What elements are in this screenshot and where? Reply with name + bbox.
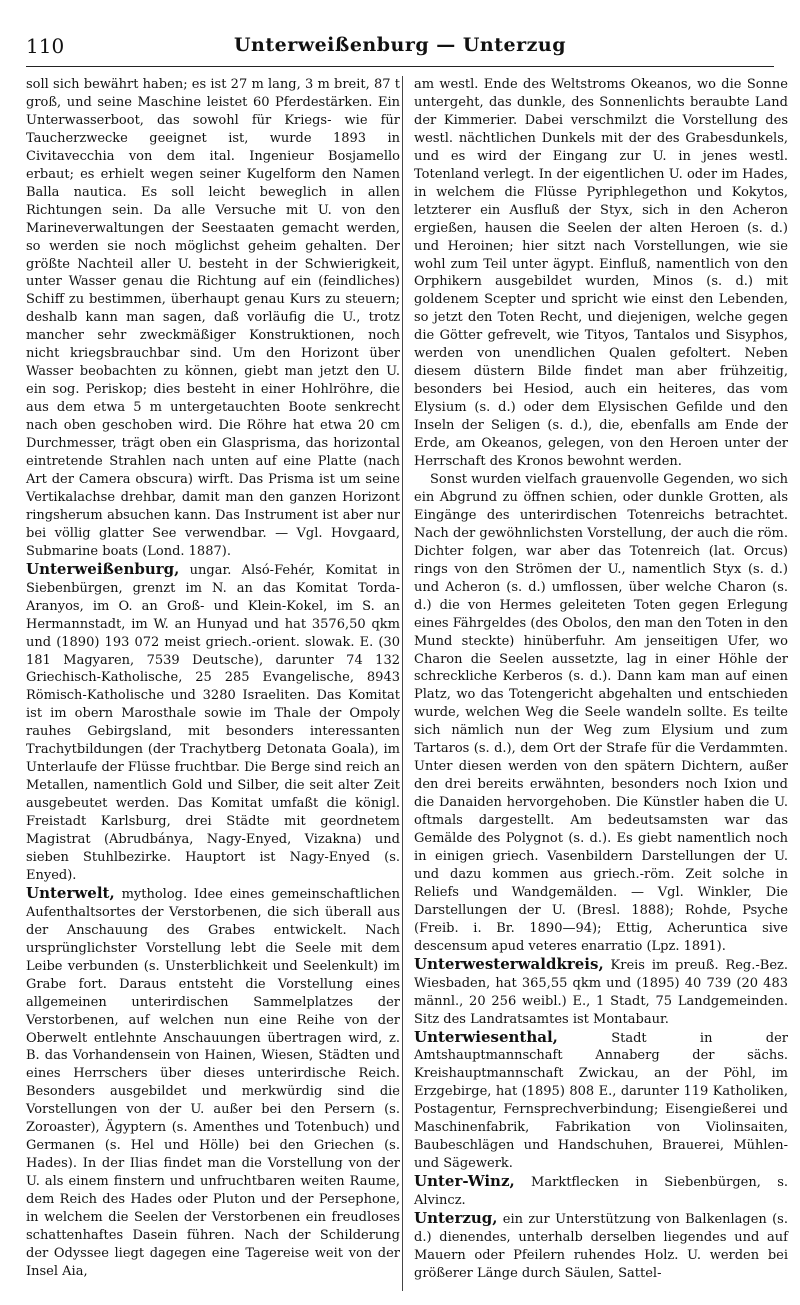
paragraph: Sonst wurden vielfach grauenvolle Gegenden, wo sich ein Abgrund zu öffnen schien, oder dunkle Grotten, als Eingänge des unterirdischen Totenreichs betrachtet. Nach der gewöhnlichsten Vorstellung, der auch die röm. Dichter folgen, war aber das Totenreich (lat. Orcus) rings von den Strömen der U., namentlich Styx (s. d.) und Acheron (s. d.) umflossen, über welche Charon (s. d.) die von Hermes geleiteten Toten gegen Erlegung eines Fährgeldes (des Obolos, den man den Toten in den Mund steckte) hinüberfuhr. Am jenseitigen Ufer, wo Charon die Seelen aussetzte, lag in einer Höhle der schreckliche Kerberos (s. d.). Dann kam man auf einen Platz, wo das Totengericht abgehalten und entschieden wurde, welchen Weg die Seele wandeln sollte. Es teilte sich nämlich nun der Weg zum Elysium und zum Tartaros (s. d.), dem Ort der Strafe für die Verdammten. Unter diesen werden von den spätern Dichtern, außer den drei bereits erwähnten, besonders noch Ixion und die Danaiden hervorgehoben. Die Künstler haben die U. oftmals dargestellt. Am bedeutsamsten war das Gemälde des Polygnot (s. d.). Es giebt namentlich noch in einigen griech. Vasenbildern Darstellungen der U. und dazu kommen aus griech.-röm. Zeit solche in Reliefs und Wandgemälden. — Vgl. Winkler, Die Darstellungen der U. (Bresl. 1888); Rohde, Psyche (Freib. i. Br. 1890—94); Ettig, Acheruntica sive descensum apud veteres enarratio (Lpz. 1891). <box>414 471 788 954</box>
continued-paragraph: am westl. Ende des Weltstroms Okeanos, wo die Sonne untergeht, das dunkle, des Sonnenlichts beraubte Land der Kimmerier. Dabei verschmilzt die Vorstellung des westl. nächtlichen Dunkels mit der des Grabesdunkels, und es wird der Eingang zur U. in jenes westl. Totenland verlegt. In der eigentlichen U. oder im Hades, in welchem die Flüsse Pyriphlegethon und Kokytos, letzterer ein Ausfluß der Styx, sich in den Acheron ergießen, hausen die Seelen der alten Heroen (s. d.) und Heroinen; hier sitzt nach Vorstellungen, wie sie wohl zum Teil unter ägypt. Einfluß, namentlich von den Orphikern ausgebildet wurden, Minos (s. d.) mit goldenem Scepter und spricht wie einst den Lebenden, so jetzt den Toten Recht, und diejenigen, welche gegen die Götter gefrevelt, wie Tityos, Tantalos und Sisyphos, werden von unendlichen Qualen gefoltert. Neben diesem düstern Bilde findet man aber frühzeitig, besonders bei Hesiod, auch ein heiteres, das vom Elysium (s. d.) oder dem Elysischen Gefilde und den Inseln der Seligen (s. d.), die, ebenfalls am Ende der Erde, am Okeanos, gelegen, von den Heroen unter der Herrschaft des Kronos bewohnt werden. <box>414 77 788 470</box>
entry-unterzug <box>414 1210 788 1283</box>
entry-headword: Unterwelt, <box>26 883 115 902</box>
running-head: Unterweißenburg — Unterzug <box>233 34 567 56</box>
entry-body: ein zur Unterstützung von Balkenlagen (s. d.) dienendes, unterhalb derselben liegendes und auf Mauern oder Pfeilern ruhendes Holz. U. werden bei größerer Länge durch Säulen, Sattel- <box>414 1212 788 1281</box>
entry-unterwesterwaldkreis <box>414 956 788 1029</box>
entry-body: ungar. Alsó-Fehér, Komitat in Siebenbürgen, grenzt im N. an das Komitat Torda-Aranyos, im O. an Groß- und Klein-Kokel, im S. an Hermannstadt, im W. an Hunyad und hat 3576,50 qkm und (1890) 193 072 meist griech.-orient. slowak. E. (30 181 Magyaren, 7539 Deutsche), darunter 74 132 Griechisch-Katholische, 25 285 Evangelische, 8943 Römisch-Katholische und 3280 Israeliten. Das Komitat ist im obern Marosthale sowie im Thale der Ompoly rauhes Gebirgsland, mit besonders interessanten Trachytbildungen (der Trachytberg Detonata Goala), im Unterlaufe der Flüsse fruchtbar. Die Berge sind reich an Metallen, namentlich Gold und Silber, die seit alter Zeit ausgebeutet werden. Das Komitat umfaßt die königl. Freistadt Karlsburg, drei Städte mit geordnetem Magistrat (Abrudbánya, Nagy-Enyed, Vizakna) und sieben Stuhlbezirke. Hauptort ist Nagy-Enyed (s. Enyed). <box>26 562 400 883</box>
header-rule <box>26 66 774 67</box>
entry-headword: Unterweißenburg, <box>26 559 180 578</box>
continued-paragraph: soll sich bewährt haben; es ist 27 m lang, 3 m breit, 87 t groß, und seine Maschine leistet 60 Pferdestärken. Ein Unterwasserboot, das sowohl für Kriegs- wie für Taucherzwecke geeignet ist, wurde 1893 in Civitavecchia von dem ital. Ingenieur Bosjamello erbaut; es erhielt wegen seiner Kugelform den Namen Balla nautica. Es soll leicht beweglich in allen Richtungen sein. Da alle Versuche mit U. von den Marineverwaltungen der Seestaaten gemacht werden, so werden sie noch möglichst geheim gehalten. Der größte Nachteil aller U. besteht in der Schwierigkeit, unter Wasser genau die Richtung auf ein (feindliches) Schiff zu bestimmen, überhaupt genau Kurs zu steuern; deshalb kann man sagen, daß vorläufig die U., trotz mancher sehr zweckmäßiger Konstruktionen, noch nicht kriegsbrauchbar sind. Um den Horizont über Wasser beobachten zu können, giebt man jetzt den U. ein sog. Periskop; dies besteht in einer Hohlröhre, die aus dem etwa 5 m untergetauchten Boote senkrecht nach oben geschoben wird. Die Röhre hat etwa 20 cm Durchmesser, trägt oben ein Glasprisma, das horizontal eintretende Strahlen nach unten auf eine Platte (nach Art der Camera obscura) wirft. Das Prisma ist um seine Vertikalachse drehbar, damit man den ganzen Horizont ringsherum absuchen kann. Das Instrument ist aber nur bei völlig glatter See verwendbar. — Vgl. Hovgaard, Submarine boats (Lond. 1887). <box>26 77 400 559</box>
entry-body: Marktflecken in Siebenbürgen, s. Alvincz. <box>414 1175 788 1209</box>
entry-body: Stadt in der Amtshauptmannschaft Annaberg der sächs. Kreishauptmannschaft Zwickau, an der Pöhl, im Erzgebirge, hat (1895) 808 E., darunter 119 Katholiken, Postagentur, Fernsprechverbindung; Eisengießerei und Maschinenfabrik, Fabrikation von Violinsaiten, Baubeschlägen und Handschuhen, Brauerei, Mühlen- und Sägewerk. <box>414 1030 788 1172</box>
entry-unterwiesenthal <box>414 1029 788 1174</box>
entry-body: mytholog. Idee eines gemeinschaftlichen Aufenthaltsortes der Verstorbenen, die sich überall aus der Anschauung des Grabes entwickelt. Nach ursprünglichster Vorstellung lebt die Seele mit dem Leibe verbunden (s. Unsterblichkeit und Seelenkult) im Grabe fort. Daraus entsteht die Vorstellung eines allgemeinen unterirdischen Sammelplatzes der Verstorbenen, auf welchen nun eine Reihe von der Oberwelt entlehnte Anschauungen übertragen wird, z. B. das Vorhandensein von Hainen, Wiesen, Städten und eines Herrschers über dieses unterirdische Reich. Besonders ausgebildet und merkwürdig sind die Vorstellungen von der U. außer bei den Persern (s. Zoroaster), Ägyptern (s. Amenthes und Totenbuch) und Germanen (s. Hel und Hölle) bei den Griechen (s. Hades). In der Ilias findet man die Vorstellung von der U. als einem finstern und unfruchtbaren weiten Raume, dem Reich des Hades oder Pluton und der Persephone, in welchem die Seelen der Verstorbenen ein freudloses schattenhaftes Dasein führen. Nach der Schilderung der Odyssee liegt dagegen eine Tagereise weit von der Insel Aia, <box>26 886 400 1279</box>
entry-unterwelt <box>26 885 400 1281</box>
entry-headword: Unter-Winz, <box>414 1172 515 1191</box>
entry-unterweissenburg <box>26 561 400 885</box>
entry-unter-winz <box>414 1173 788 1210</box>
column-divider <box>402 76 403 1291</box>
page-number: 110 <box>26 34 65 58</box>
right-column <box>414 76 788 1283</box>
entry-headword: Unterzug, <box>414 1209 498 1228</box>
page-header <box>26 34 774 62</box>
entry-body: Kreis im preuß. Reg.-Bez. Wiesbaden, hat 365,55 qkm und (1895) 40 739 (20 483 männl., 20 256 weibl.) E., 1 Stadt, 75 Landgemeinden. Sitz des Landratsamtes ist Montabaur. <box>414 957 788 1027</box>
entry-headword: Unterwesterwaldkreis, <box>414 954 604 973</box>
entry-headword: Unterwiesenthal, <box>414 1027 558 1046</box>
left-column <box>26 76 400 1281</box>
